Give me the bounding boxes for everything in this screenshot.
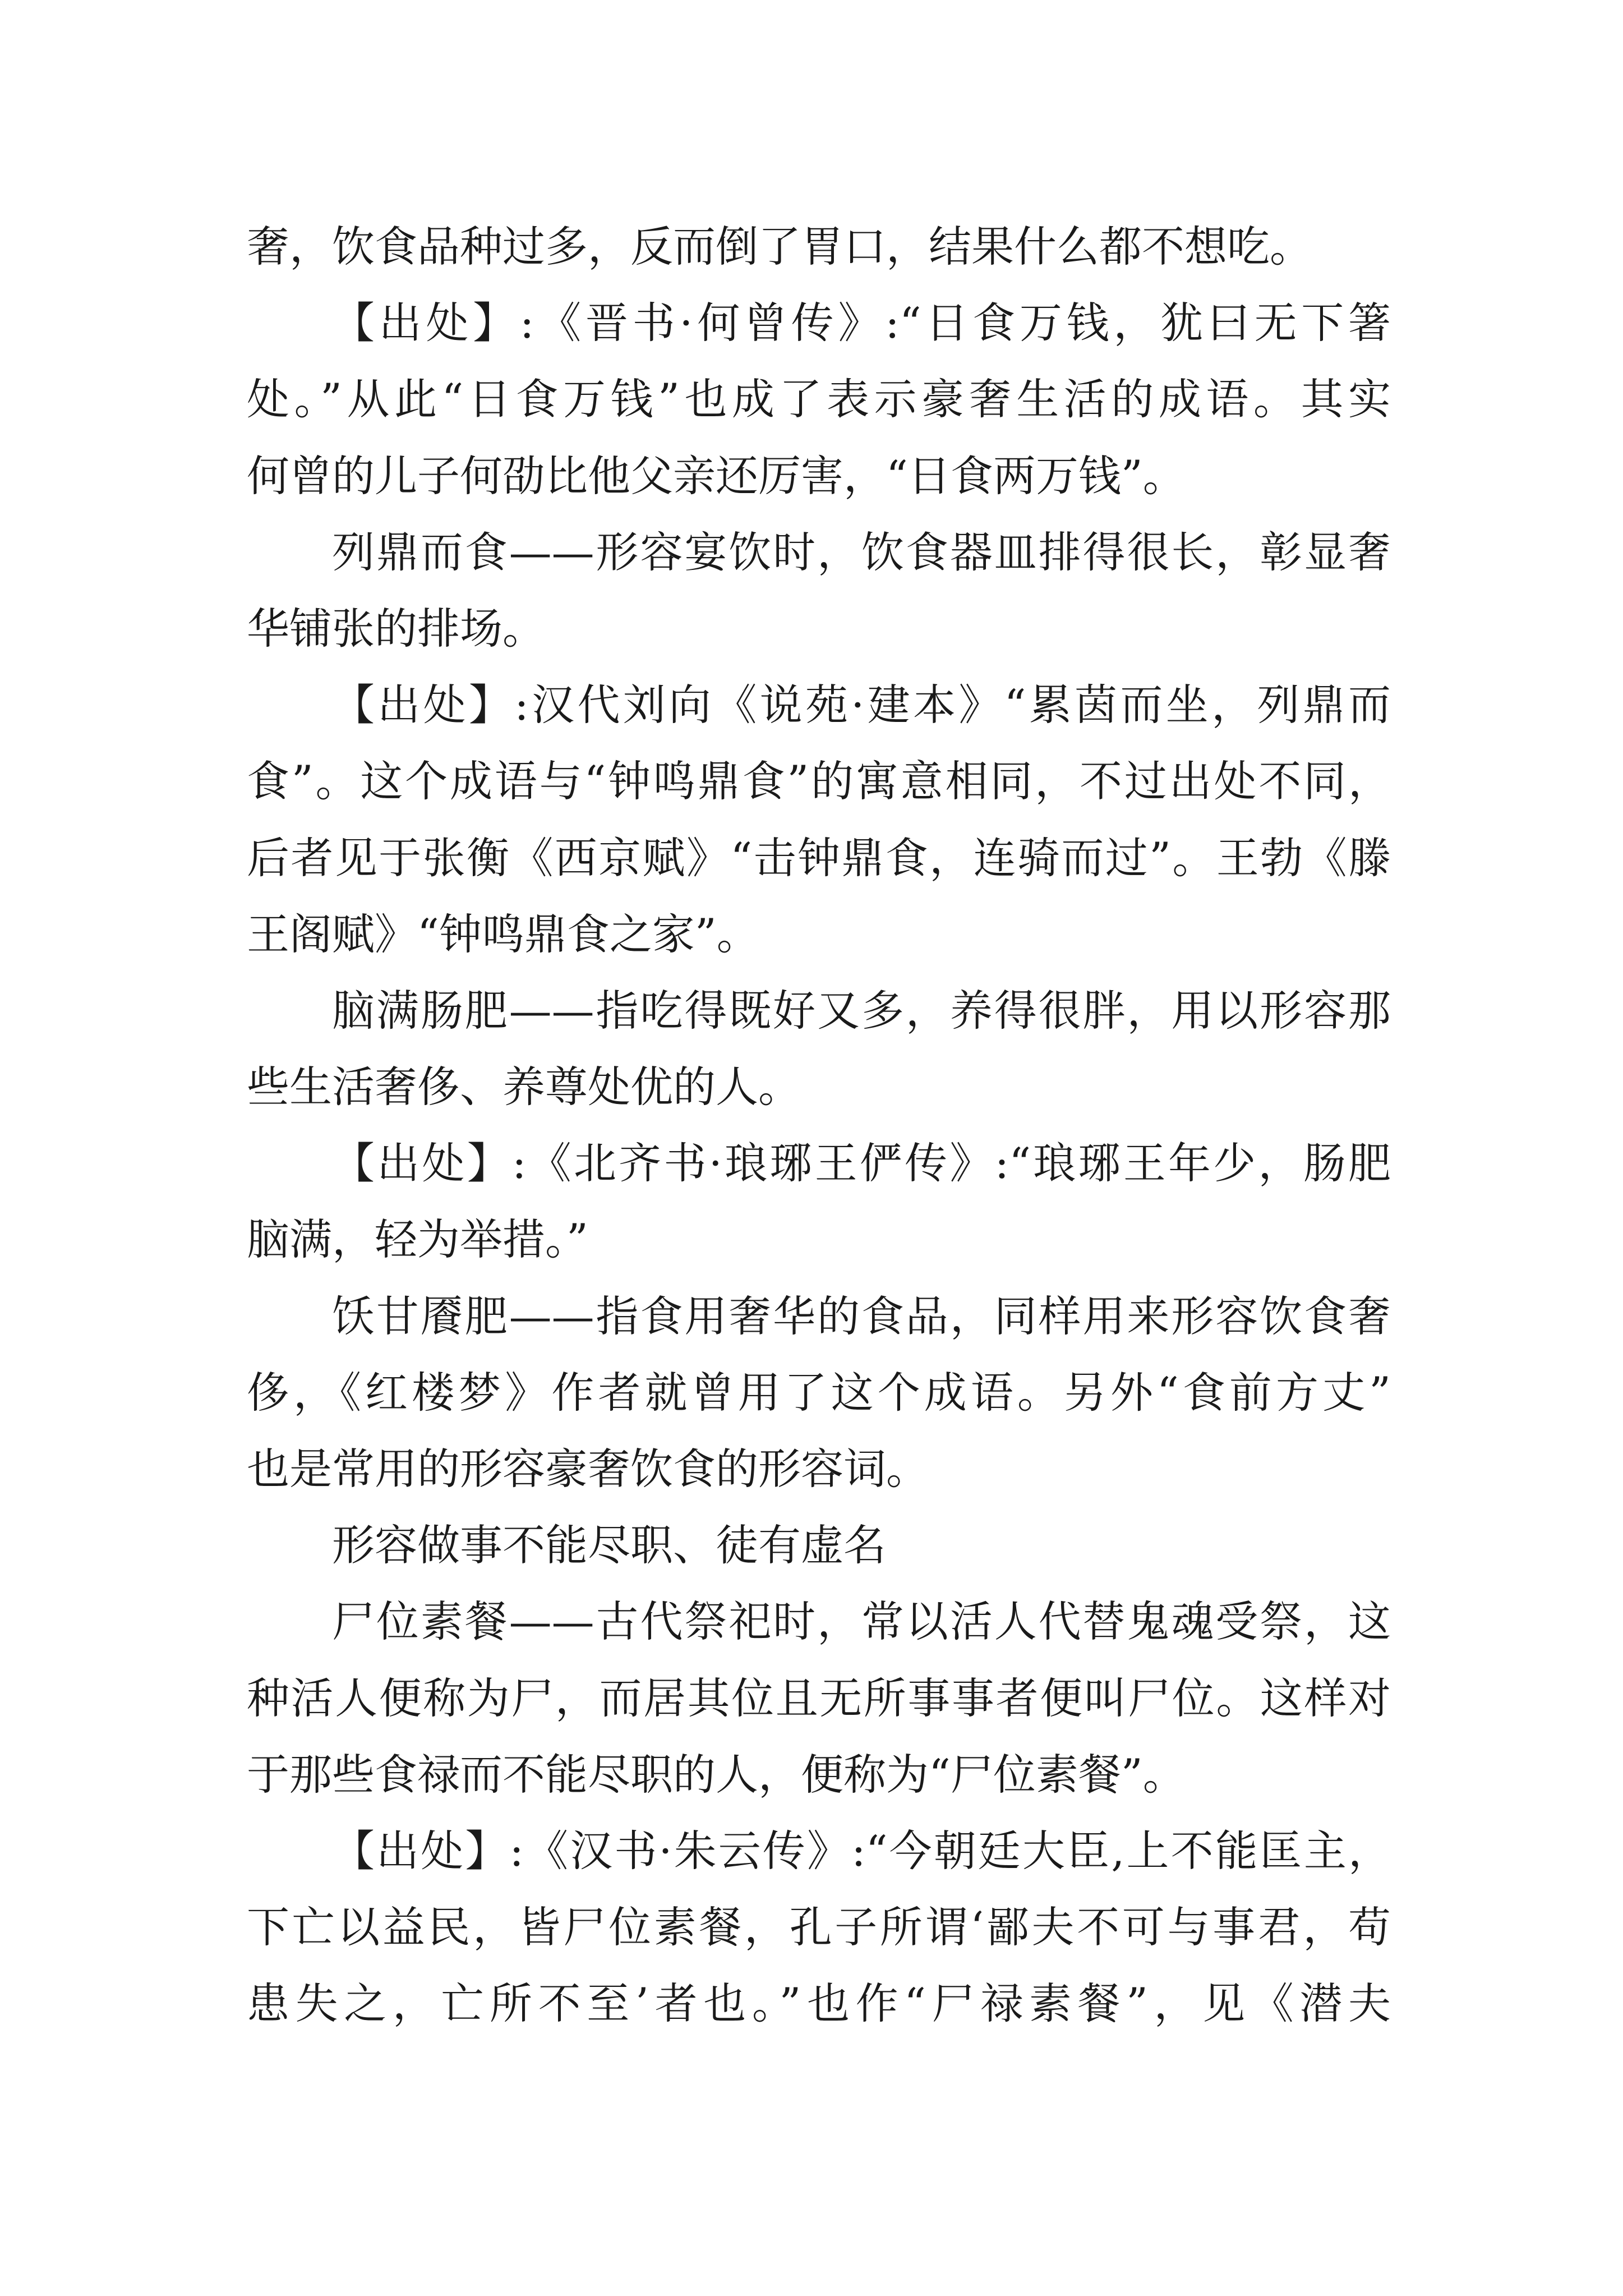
text-line: 些生活奢侈、养尊处优的人。: [247, 1062, 801, 1112]
text-line: 【出处】:《汉书·朱云传》:“今朝廷大臣,上不能匡主，: [332, 1825, 1391, 1876]
text-line: 种活人便称为尸，而居其位且无所事事者便叫尸位。这样对: [247, 1673, 1391, 1723]
text-line: 华铺张的排场。: [247, 603, 545, 654]
text-line: 食”。这个成语与“钟鸣鼎食”的寓意相同，不过出处不同，: [247, 756, 1391, 807]
text-line: 后者见于张衡《西京赋》“击钟鼎食，连骑而过”。王勃《滕: [247, 832, 1391, 883]
text-line: 脑满肠肥——指吃得既好又多，养得很胖，用以形容那: [332, 985, 1391, 1036]
text-line: 尸位素餐——古代祭祀时，常以活人代替鬼魂受祭，这: [332, 1596, 1391, 1647]
text-line: 何曾的儿子何劭比他父亲还厉害，“日食两万钱”。: [247, 450, 1186, 501]
text-line: 奢，饮食品种过多，反而倒了胃口，结果什么都不想吃。: [247, 222, 1312, 272]
text-line: 列鼎而食——形容宴饮时，饮食器皿排得很长，彰显奢: [332, 527, 1391, 577]
text-line: 侈，《红楼梦》作者就曾用了这个成语。另外“食前方丈”: [247, 1367, 1391, 1418]
text-line: 形容做事不能尽职、徒有虚名: [332, 1520, 886, 1571]
text-line: 饫甘餍肥——指食用奢华的食品，同样用来形容饮食奢: [332, 1291, 1391, 1341]
text-line: 【出处】:《晋书·何曾传》:“日食万钱，犹曰无下箸: [332, 298, 1391, 348]
text-line: 下亡以益民，皆尸位素餐，孔子所谓‘鄙夫不可与事君，苟: [247, 1902, 1391, 1953]
text-line: 【出处】:汉代刘向《说苑·建本》“累茵而坐，列鼎而: [332, 680, 1391, 730]
text-line: 王阁赋》“钟鸣鼎食之家”。: [247, 909, 759, 959]
text-line: 脑满，轻为举措。”: [247, 1214, 588, 1265]
document-body: [247, 209, 1391, 2042]
text-line: 处。”从此“日食万钱”也成了表示豪奢生活的成语。其实: [247, 374, 1391, 425]
text-line: 也是常用的形容豪奢饮食的形容词。: [247, 1444, 929, 1494]
text-line: 【出处】:《北齐书·琅琊王俨传》:“琅琊王年少，肠肥: [332, 1138, 1391, 1189]
text-line: 于那些食禄而不能尽职的人，便称为“尸位素餐”。: [247, 1749, 1186, 1800]
text-line: 患失之，亡所不至’者也。”也作“尸禄素餐”，见《潜夫: [247, 1978, 1391, 2029]
